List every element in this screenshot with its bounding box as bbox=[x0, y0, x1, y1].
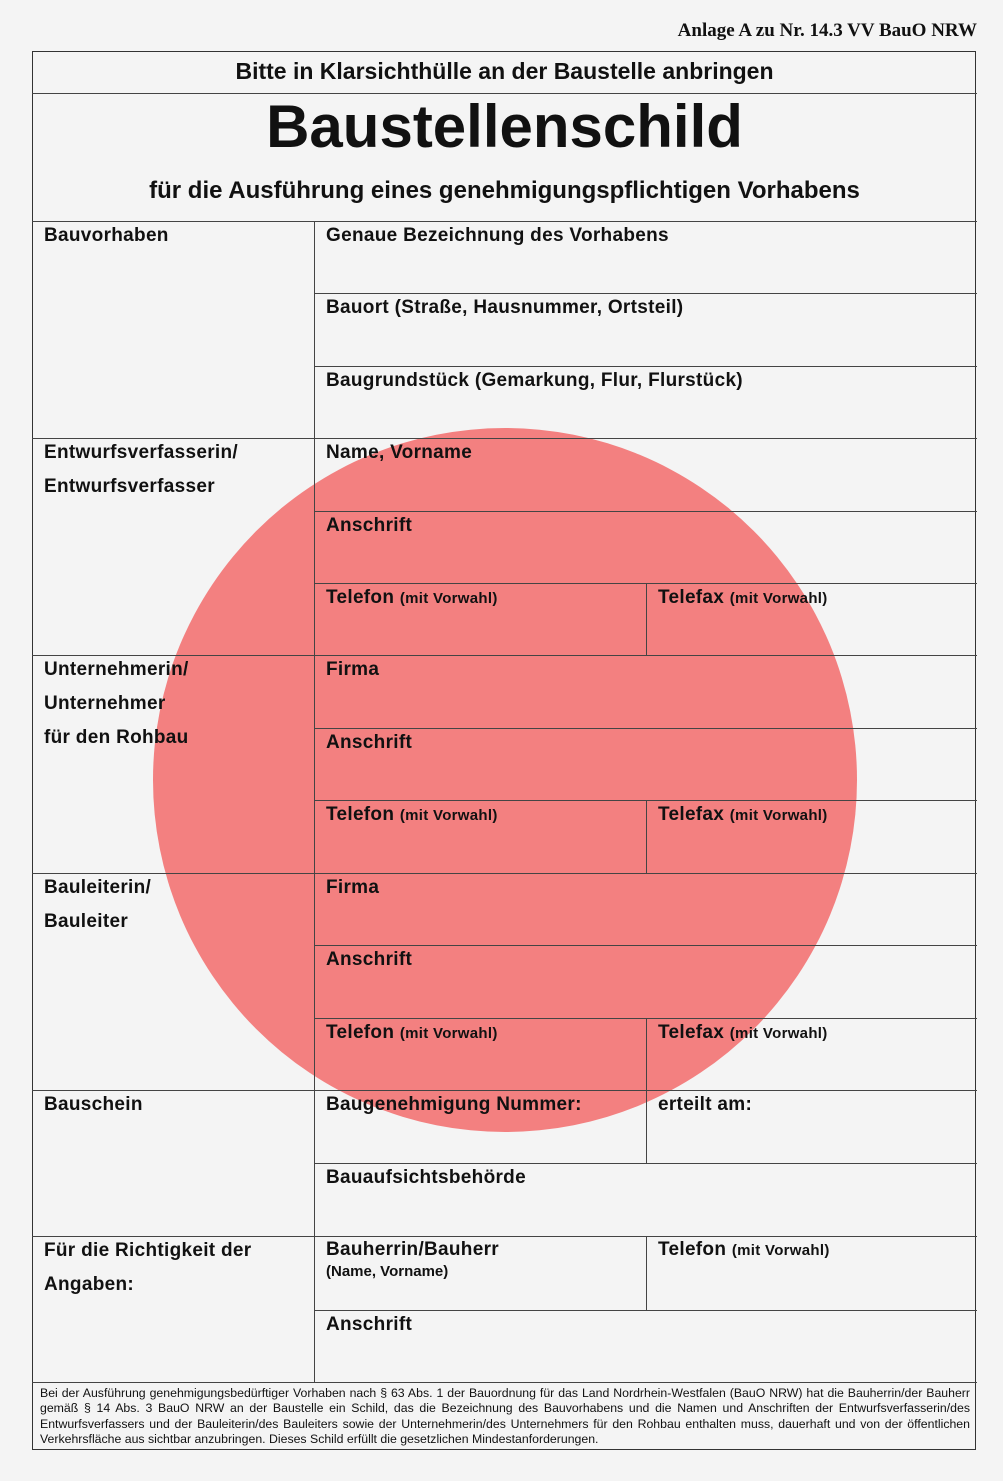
page-title: Baustellenschild bbox=[266, 93, 743, 160]
field-plot[interactable]: Baugrundstück (Gemarkung, Flur, Flurstück) bbox=[326, 370, 743, 391]
label-line: Für die Richtigkeit der bbox=[44, 1240, 252, 1261]
note: (mit Vorwahl) bbox=[729, 590, 828, 607]
legal-footnote: Bei der Ausführung genehmigungsbedürftiger Vorhaben nach § 63 Abs. 1 der Bauordnung für das Land Nordrhein-Westfalen (BauO NRW) hat die Bauherrin/der Bauherr gemäß § 14 Abs. 3 BauO NRW an der Baustelle ein Schild, das die Bezeichnung des Bauvorhabens und die Namen und Anschriften der Entwurfsverfasserin/des Entwurfsverfassers und der Bauleiterin/des Bauleiters sowie der Unternehmerin/des Unternehmers für den Rohbau enthalten muss, dauerhaft und von der öffentlichen Verkehrsfläche aus sichtbar anzubringen. Dieses Schild erfüllt die gesetzlichen Mindestanforderungen. bbox=[40, 1386, 970, 1446]
label-line: Unternehmer bbox=[44, 693, 166, 714]
note: (mit Vorwahl) bbox=[729, 1025, 828, 1042]
section-label-designer bbox=[44, 436, 238, 504]
annex-reference: Anlage A zu Nr. 14.3 VV BauO NRW bbox=[677, 20, 977, 41]
section-label-site-manager bbox=[44, 871, 151, 939]
label-line: Entwurfsverfasserin/ bbox=[44, 442, 238, 463]
field-permit-date[interactable]: erteilt am: bbox=[658, 1094, 753, 1115]
section-label-certification bbox=[44, 1234, 252, 1302]
divider bbox=[314, 511, 977, 512]
label: Telefon bbox=[326, 1022, 395, 1043]
column-divider bbox=[646, 800, 647, 873]
column-divider bbox=[646, 1018, 647, 1163]
field-contractor-fax[interactable] bbox=[658, 798, 828, 833]
divider bbox=[314, 945, 977, 946]
divider bbox=[32, 873, 977, 874]
label: Telefax bbox=[658, 804, 725, 825]
label-line: Bauleiter bbox=[44, 911, 129, 932]
field-owner-phone[interactable] bbox=[658, 1233, 830, 1268]
label-line: Entwurfsverfasser bbox=[44, 476, 215, 497]
owner-note: (Name, Vorname) bbox=[326, 1263, 449, 1280]
field-designer-name[interactable]: Name, Vorname bbox=[326, 442, 473, 463]
field-project-description[interactable]: Genaue Bezeichnung des Vorhabens bbox=[326, 225, 669, 246]
field-designer-address[interactable]: Anschrift bbox=[326, 515, 413, 536]
label-line: Bauleiterin/ bbox=[44, 877, 152, 898]
label: Telefon bbox=[326, 587, 395, 608]
label-line: Unternehmerin/ bbox=[44, 659, 189, 680]
section-label-contractor bbox=[44, 653, 189, 755]
field-manager-phone[interactable] bbox=[326, 1016, 498, 1051]
note: (mit Vorwahl) bbox=[399, 807, 498, 824]
label: Telefon bbox=[658, 1239, 727, 1260]
subtitle: für die Ausführung eines genehmigungspflichtigen Vorhabens bbox=[149, 177, 860, 204]
column-divider bbox=[314, 221, 315, 1382]
label: Telefon bbox=[326, 804, 395, 825]
field-owner-address[interactable]: Anschrift bbox=[326, 1314, 413, 1335]
field-contractor-firm[interactable]: Firma bbox=[326, 659, 380, 680]
column-divider bbox=[646, 1236, 647, 1310]
divider bbox=[314, 1310, 977, 1311]
field-designer-phone[interactable] bbox=[326, 581, 498, 616]
note: (mit Vorwahl) bbox=[731, 1242, 830, 1259]
field-manager-address[interactable]: Anschrift bbox=[326, 949, 413, 970]
field-contractor-address[interactable]: Anschrift bbox=[326, 732, 413, 753]
note: (mit Vorwahl) bbox=[729, 807, 828, 824]
field-manager-firm[interactable]: Firma bbox=[326, 877, 380, 898]
field-permit-number[interactable]: Baugenehmigung Nummer: bbox=[326, 1094, 582, 1115]
field-designer-fax[interactable] bbox=[658, 581, 828, 616]
divider bbox=[32, 1382, 977, 1383]
label-line: für den Rohbau bbox=[44, 727, 189, 748]
divider bbox=[314, 728, 977, 729]
label: Telefax bbox=[658, 587, 725, 608]
note: (mit Vorwahl) bbox=[399, 590, 498, 607]
column-divider bbox=[646, 583, 647, 656]
section-label-permit: Bauschein bbox=[44, 1094, 143, 1115]
field-owner[interactable]: Bauherrin/Bauherr bbox=[326, 1239, 499, 1260]
section-label-bauvorhaben: Bauvorhaben bbox=[44, 225, 169, 246]
display-hint: Bitte in Klarsichthülle an der Baustelle anbringen bbox=[235, 58, 774, 84]
label: Telefax bbox=[658, 1022, 725, 1043]
field-authority[interactable]: Bauaufsichtsbehörde bbox=[326, 1167, 526, 1188]
field-manager-fax[interactable] bbox=[658, 1016, 828, 1051]
field-construction-site[interactable]: Bauort (Straße, Hausnummer, Ortsteil) bbox=[326, 297, 684, 318]
note: (mit Vorwahl) bbox=[399, 1025, 498, 1042]
label-line: Angaben: bbox=[44, 1274, 135, 1295]
field-contractor-phone[interactable] bbox=[326, 798, 498, 833]
